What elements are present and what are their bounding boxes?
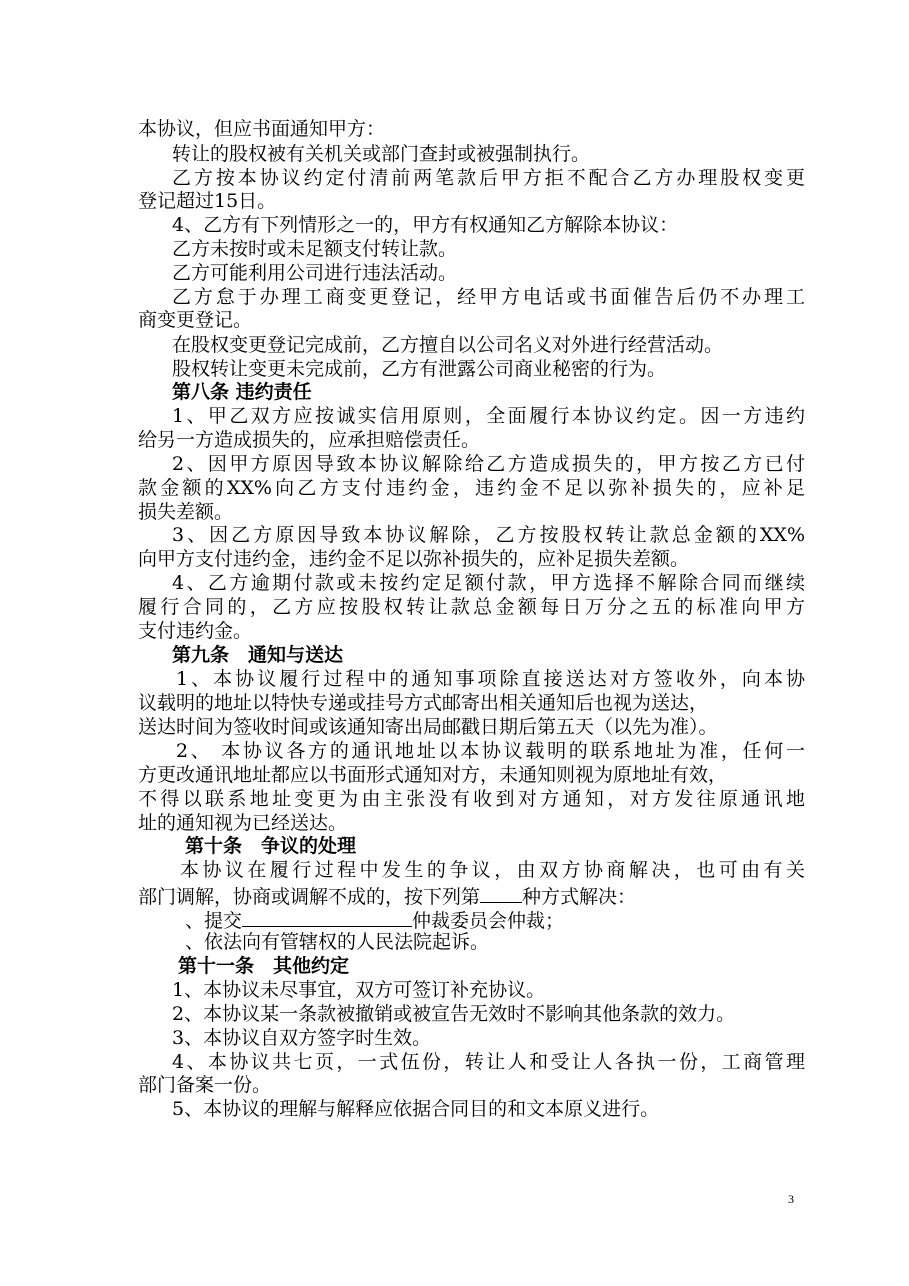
text-line: 4、乙方有下列情形之一的，甲方有权通知乙方解除本协议：	[172, 214, 679, 236]
text-line: 不得以联系地址变更为由主张没有收到对方通知，对方发往原通讯地	[138, 788, 805, 810]
text-line: 乙方未按时或未足额支付转让款。	[172, 238, 458, 260]
text-line: 址的通知视为已经送达。	[138, 812, 348, 834]
text-line: 5、本协议的理解与解释应依据合同目的和文本原义进行。	[172, 1098, 660, 1120]
text-line: 履行合同的，乙方应按股权转让款总金额每日万分之五的标准向甲方	[138, 596, 805, 618]
text-line: 登记超过15日。	[138, 190, 277, 212]
text-line: 3、因乙方原因导致本协议解除，乙方按股权转让款总金额的XX%	[172, 524, 805, 546]
text-line: 部门调解，协商或调解不成的，按下列第 种方式解决：	[138, 883, 805, 909]
text-line: 2、 本协议各方的通讯地址以本协议载明的联系地址为准，任何一	[176, 740, 805, 762]
text-line: 部门备案一份。	[138, 1074, 272, 1096]
section-heading: 第十一条 其他约定	[178, 955, 350, 977]
page-number: 3	[788, 1192, 794, 1206]
section-heading: 第十条 争议的处理	[185, 835, 357, 857]
text-line: 乙方可能利用公司进行违法活动。	[172, 262, 458, 284]
text-line: 2、因甲方原因导致本协议解除给乙方造成损失的，甲方按乙方已付	[172, 453, 805, 475]
text-line: 方更改通讯地址都应以书面形式通知对方，未通知则视为原地址有效，	[138, 764, 728, 786]
text-line: 支付违约金。	[138, 620, 253, 642]
text-line: 2、本协议某一条款被撤销或被宣告无效时不影响其他条款的效力。	[172, 1003, 736, 1025]
text-line: 本协议，但应书面通知甲方：	[138, 118, 386, 140]
blank-underline	[242, 907, 412, 927]
section-heading: 第八条 违约责任	[172, 381, 312, 403]
blank-underline	[480, 883, 522, 903]
text-line: 送达时间为签收时间或该通知寄出局邮戳日期后第五天（以先为准）。	[138, 716, 718, 738]
text-line: 乙方按本协议约定付清前两笔款后甲方拒不配合乙方办理股权变更	[172, 167, 805, 189]
text-line: 4、乙方逾期付款或未按约定足额付款，甲方选择不解除合同而继续	[172, 572, 805, 594]
text-line: 1、本协议未尽事宜，双方可签订补充协议。	[172, 979, 546, 1001]
text-line: 损失差额。	[138, 501, 234, 523]
text-line: 乙方怠于办理工商变更登记，经甲方电话或书面催告后仍不办理工	[172, 286, 805, 308]
text-line: 、提交 仲裁委员会仲裁；	[185, 907, 805, 933]
text-line: 在股权变更登记完成前，乙方擅自以公司名义对外进行经营活动。	[172, 334, 724, 356]
text-line: 商变更登记。	[138, 309, 253, 331]
text-line: 款金额的XX%向乙方支付违约金，违约金不足以弥补损失的，应补足	[138, 477, 805, 499]
text-line: 股权转让变更未完成前，乙方有泄露公司商业秘密的行为。	[172, 358, 667, 380]
text-line: 1、甲乙双方应按诚实信用原则，全面履行本协议约定。因一方违约	[172, 405, 805, 427]
section-heading: 第九条 通知与送达	[172, 644, 344, 666]
text-line: 转让的股权被有关机关或部门查封或被强制执行。	[172, 143, 591, 165]
text-line: 3、本协议自双方签字时生效。	[172, 1027, 432, 1049]
text-line: 给另一方造成损失的，应承担赔偿责任。	[138, 429, 481, 451]
text-line: 本协议在履行过程中发生的争议，由双方协商解决，也可由有关	[180, 859, 805, 881]
text-line: 1、本协议履行过程中的通知事项除直接送达对方签收外，向本协	[176, 668, 805, 690]
text-line: 议载明的地址以特快专递或挂号方式邮寄出相关通知后也视为送达，	[138, 692, 709, 714]
text-line: 、依法向有管辖权的人民法院起诉。	[185, 931, 490, 953]
text-line: 4、本协议共七页，一式伍份，转让人和受让人各执一份，工商管理	[172, 1051, 805, 1073]
text-line: 向甲方支付违约金，违约金不足以弥补损失的，应补足损失差额。	[138, 548, 690, 570]
